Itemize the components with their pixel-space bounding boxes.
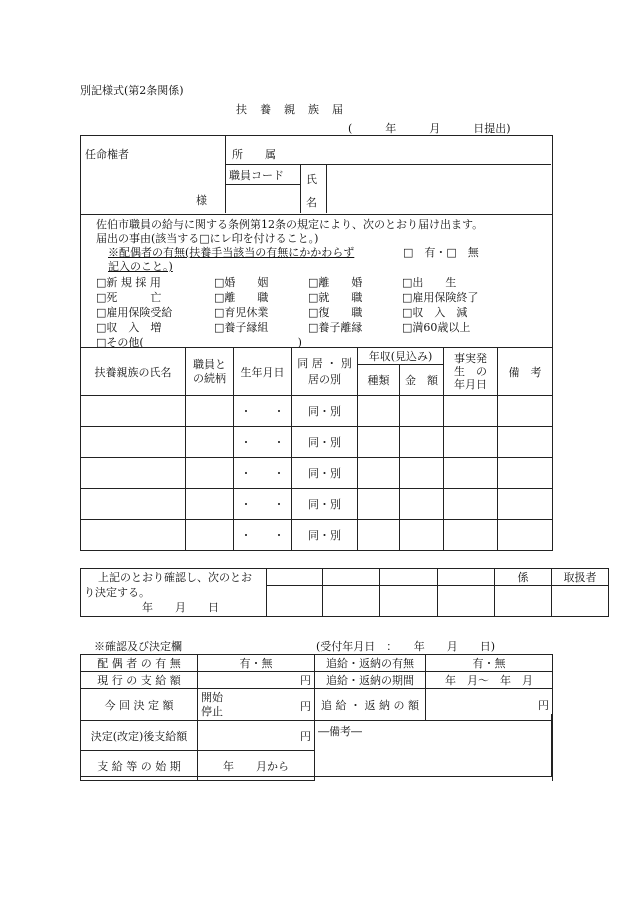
data-cell[interactable] [81, 427, 186, 458]
data-cell[interactable] [498, 520, 553, 551]
data-cell[interactable] [400, 489, 444, 520]
data-cell[interactable] [186, 458, 234, 489]
staff-code-label: 職員コード [229, 169, 284, 182]
table-row [81, 520, 553, 551]
stamp-cell-1[interactable] [267, 586, 323, 617]
data-cell[interactable] [358, 489, 400, 520]
reason-checkbox[interactable]: □死 亡 [96, 291, 162, 304]
data-cell[interactable] [186, 427, 234, 458]
reason-checkbox[interactable]: □養子縁組 [214, 321, 269, 334]
dept-label: 所 属 [232, 148, 276, 161]
live-cell[interactable]: 同・別 [292, 396, 358, 427]
confirm-text: 上記のとおり確認し、次のとお り決定する。 年 月 日 [81, 569, 267, 617]
data-cell[interactable] [358, 458, 400, 489]
reason-checkbox[interactable]: □就 職 [308, 291, 363, 304]
data-cell[interactable] [81, 396, 186, 427]
notice-line2: 届出の事由(該当する□にレ印を付けること。) [96, 232, 319, 245]
data-cell[interactable] [498, 427, 553, 458]
current-yen[interactable]: 円 [198, 672, 315, 689]
live-cell[interactable]: 同・別 [292, 427, 358, 458]
data-cell[interactable] [400, 427, 444, 458]
data-cell[interactable] [186, 396, 234, 427]
live-cell[interactable]: 同・別 [292, 520, 358, 551]
stamp-cell-3[interactable] [380, 586, 438, 617]
data-cell[interactable] [186, 520, 234, 551]
reason-checkbox[interactable]: □出 生 [402, 276, 457, 289]
period-value[interactable]: 年 月～ 年 月 [426, 672, 553, 689]
reason-checkbox[interactable]: □収 入 減 [402, 306, 468, 319]
header-income: 年収(見込み) [358, 348, 444, 365]
stamp-cell-5[interactable] [495, 586, 552, 617]
table-row [81, 489, 553, 520]
reason-other[interactable]: □その他( ) [96, 336, 302, 349]
stamp-cell-2[interactable] [323, 586, 380, 617]
data-cell[interactable] [186, 489, 234, 520]
reason-checkbox[interactable]: □離 婚 [308, 276, 363, 289]
data-cell[interactable] [400, 458, 444, 489]
confirm-table [80, 568, 609, 617]
decision-title: ※確認及び決定欄 [94, 640, 182, 653]
reason-checkbox[interactable]: □雇用保険終了 [402, 291, 479, 304]
data-cell[interactable] [358, 520, 400, 551]
begin-value[interactable]: 年 月から [198, 751, 315, 781]
decision-table [80, 654, 553, 781]
data-cell[interactable] [358, 427, 400, 458]
reason-checkbox[interactable]: □育児休業 [214, 306, 269, 319]
live-cell[interactable]: 同・別 [292, 489, 358, 520]
header-amount: 金 額 [400, 365, 444, 396]
birth-cell[interactable]: ・ ・ [234, 458, 292, 489]
received-date: (受付年月日 ： 年 月 日) [316, 640, 496, 653]
data-cell[interactable] [444, 520, 498, 551]
reason-checkbox[interactable]: □満60歳以上 [402, 321, 471, 334]
page-title: 扶 養 親 族 届 [236, 103, 344, 116]
reason-checkbox[interactable]: □復 職 [308, 306, 363, 319]
reason-checkbox[interactable]: □雇用保険受給 [96, 306, 173, 319]
spouse-value[interactable]: 有・無 [198, 655, 315, 672]
data-cell[interactable] [400, 520, 444, 551]
table-row [81, 396, 553, 427]
additional-label: 追給・返納の有無 [315, 655, 426, 672]
data-cell[interactable] [81, 520, 186, 551]
spouse-label: 配 偶 者 の 有 無 [81, 655, 198, 672]
appointer-label: 任命権者 [85, 148, 129, 161]
data-cell[interactable] [498, 396, 553, 427]
birth-cell[interactable]: ・ ・ [234, 396, 292, 427]
header-live: 同 居 ・ 別 居の別 [292, 348, 358, 396]
stamp-cell-6[interactable] [552, 586, 609, 617]
dependents-table [80, 347, 553, 551]
period-label: 追給・返納の期間 [315, 672, 426, 689]
header-relation: 職員と の続柄 [186, 348, 234, 396]
handler-label: 取扱者 [552, 569, 609, 586]
amount-yen[interactable]: 円 [426, 689, 553, 721]
data-cell[interactable] [444, 458, 498, 489]
header-note: 備 考 [498, 348, 553, 396]
form-label: 別記様式(第2条関係) [80, 84, 184, 97]
after-label: 決定(改定)後支給額 [81, 721, 198, 751]
table-row [81, 458, 553, 489]
data-cell[interactable] [81, 489, 186, 520]
data-cell[interactable] [444, 489, 498, 520]
notice-line4: 記入のこと。) [108, 260, 173, 273]
header-name: 扶養親族の氏名 [81, 348, 186, 396]
header-kind: 種類 [358, 365, 400, 396]
sama-label: 様 [196, 194, 207, 207]
this-time-value[interactable]: 開始 停止 円 [198, 689, 315, 721]
data-cell[interactable] [444, 396, 498, 427]
name-label-mei: 名 [306, 196, 317, 209]
data-cell[interactable] [358, 396, 400, 427]
spouse-checkbox[interactable]: □ 有・□ 無 [403, 246, 479, 259]
reason-checkbox[interactable]: □婚 姻 [214, 276, 269, 289]
kakari-label: 係 [495, 569, 552, 586]
birth-cell[interactable]: ・ ・ [234, 520, 292, 551]
amount-label: 追 給 ・ 返 納 の 額 [315, 689, 426, 721]
additional-value[interactable]: 有・無 [426, 655, 553, 672]
data-cell[interactable] [498, 489, 553, 520]
reason-checkbox[interactable]: □養子離縁 [308, 321, 363, 334]
data-cell[interactable] [444, 427, 498, 458]
remarks-cell[interactable]: ―備考― [315, 721, 553, 781]
this-time-label: 今 回 決 定 額 [81, 689, 198, 721]
reason-checkbox[interactable]: □新 規 採 用 [96, 276, 161, 289]
current-label: 現 行 の 支 給 額 [81, 672, 198, 689]
reason-checkbox[interactable]: □離 職 [214, 291, 269, 304]
begin-label: 支 給 等 の 始 期 [81, 751, 198, 781]
reason-checkbox[interactable]: □収 入 増 [96, 321, 162, 334]
data-cell[interactable] [498, 458, 553, 489]
data-cell[interactable] [400, 396, 444, 427]
table-row [81, 427, 553, 458]
after-yen[interactable]: 円 [198, 721, 315, 751]
header-fact: 事実発 生 の 年月日 [444, 348, 498, 396]
header-birth: 生年月日 [234, 348, 292, 396]
birth-cell[interactable]: ・ ・ [234, 489, 292, 520]
stamp-cell-4[interactable] [438, 586, 495, 617]
live-cell[interactable]: 同・別 [292, 458, 358, 489]
name-label-shi: 氏 [306, 173, 317, 186]
data-cell[interactable] [81, 458, 186, 489]
birth-cell[interactable]: ・ ・ [234, 427, 292, 458]
submit-date: ( 年 月 日提出) [348, 122, 511, 135]
notice-line3: ※配偶者の有無(扶養手当該当の有無にかかわらず [108, 246, 355, 259]
notice-line1: 佐伯市職員の給与に関する条例第12条の規定により、次のとおり届け出ます。 [96, 218, 484, 231]
